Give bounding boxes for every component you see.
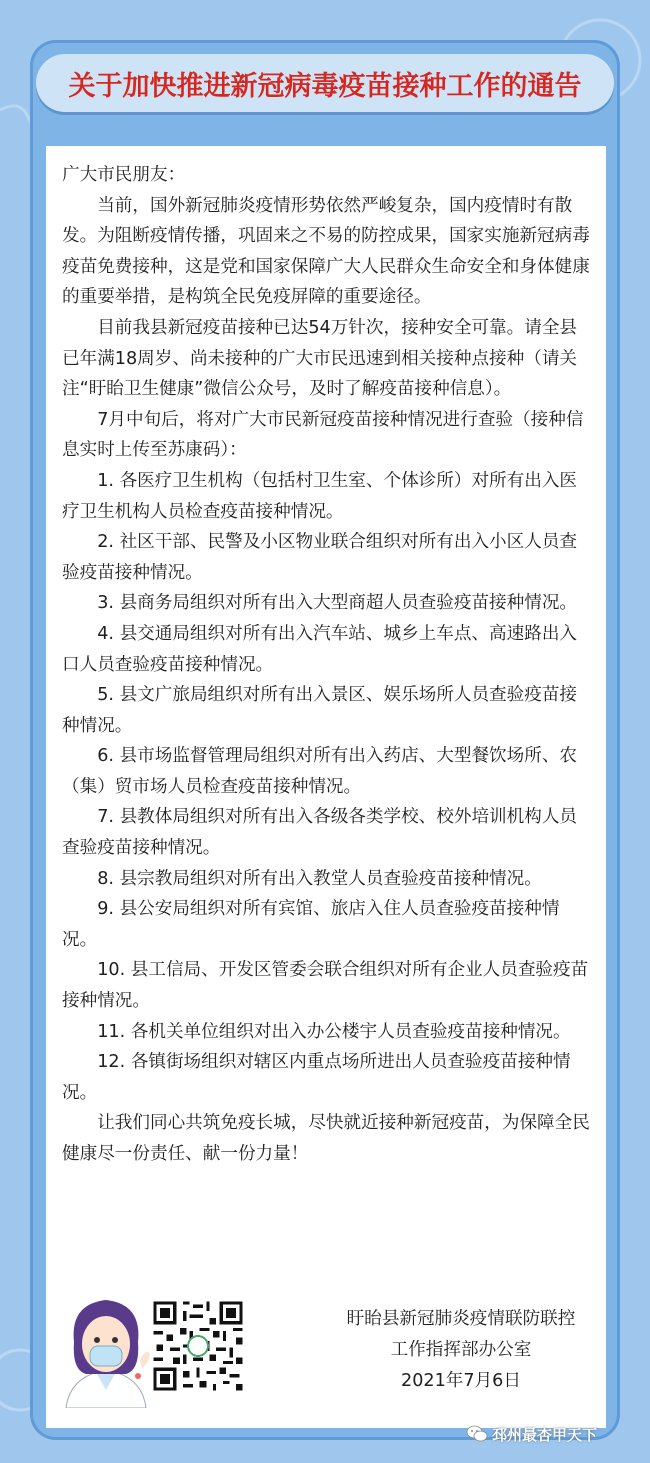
- list-item: 1. 各医疗卫生机构（包括村卫生室、个体诊所）对所有出入医疗卫生机构人员检查疫苗接种情况。: [62, 470, 578, 522]
- wechat-icon: [466, 1425, 488, 1443]
- notice-footer: [46, 1290, 606, 1420]
- watermark: [466, 1423, 597, 1445]
- greeting: 广大市民朋友：: [62, 165, 186, 185]
- list-item: 12. 各镇街场组织对辖区内重点场所进出人员查验疫苗接种情况。: [62, 1052, 571, 1103]
- notice-body: [62, 160, 592, 1170]
- list-item: 5. 县文广旅局组织对所有出入景区、娱乐场所人员查验疫苗接种情况。: [62, 685, 578, 736]
- list-item: 9. 县公安局组织对所有宾馆、旅店入住人员查验疫苗接种情况。: [62, 899, 560, 950]
- list-item: 7. 县教体局组织对所有出入各级各类学校、校外培训机构人员查验疫苗接种情况。: [62, 807, 578, 859]
- paragraph: 7月中旬后，将对广大市民新冠疫苗接种情况进行查验（接种信息实时上传至苏康码）：: [62, 409, 584, 461]
- list-item: 4. 县交通局组织对所有出入汽车站、城乡上车点、高速路出入口人员查验疫苗接种情况。: [62, 623, 578, 675]
- list-item: 11. 各机关单位组织对出入办公楼宇人员查验疫苗接种情况。: [97, 1021, 571, 1042]
- list-item: 6. 县市场监督管理局组织对所有出入药店、大型餐饮场所、农（集）贸市场人员检查疫苗接种情况。: [62, 746, 578, 797]
- list-item: 8. 县宗教局组织对所有出入教堂人员查验疫苗接种情况。: [97, 868, 542, 889]
- title-banner: [36, 54, 614, 112]
- paragraph: 目前我县新冠疫苗接种已达54万针次，接种安全可靠。请全县已年满18周岁、尚未接种的广大市民迅速到相关接种点接种（请关注“盱眙卫生健康”微信公众号，及时了解疫苗接种信息）。: [62, 317, 578, 400]
- watermark-text: 邳州最杏甲天下: [492, 1425, 598, 1444]
- signature-date: 2021年7月6日: [401, 1371, 521, 1391]
- signature-org-line2: 工作指挥部办公室: [390, 1340, 532, 1360]
- closing-paragraph: 让我们同心共筑免疫长城，尽快就近接种新冠疫苗，为保障全民健康尽一份责任、献一份力量！: [62, 1113, 590, 1164]
- qr-code-icon: [150, 1298, 246, 1394]
- list-item: 10. 县工信局、开发区管委会联合组织对所有企业人员查验疫苗接种情况。: [62, 960, 589, 1012]
- nurse-illustration-icon: [56, 1290, 156, 1408]
- notice-title: 关于加快推进新冠病毒疫苗接种工作的通告: [68, 70, 582, 102]
- list-item: 3. 县商务局组织对所有出入大型商超人员查验疫苗接种情况。: [97, 593, 578, 614]
- signature-block: [316, 1304, 606, 1397]
- paragraph: 当前，国外新冠肺炎疫情形势依然严峻复杂，国内疫情时有散发。为阻断疫情传播，巩固来之不易的防控成果，国家实施新冠病毒疫苗免费接种，这是党和国家保障广大人民群众生命安全和身体健康的重要举措，是构筑全民免疫屏障的重要途径。: [62, 195, 590, 308]
- list-item: 2. 社区干部、民警及小区物业联合组织对所有出入小区人员查验疫苗接种情况。: [62, 532, 578, 583]
- signature-org-line1: 盱眙县新冠肺炎疫情联防联控: [346, 1309, 576, 1329]
